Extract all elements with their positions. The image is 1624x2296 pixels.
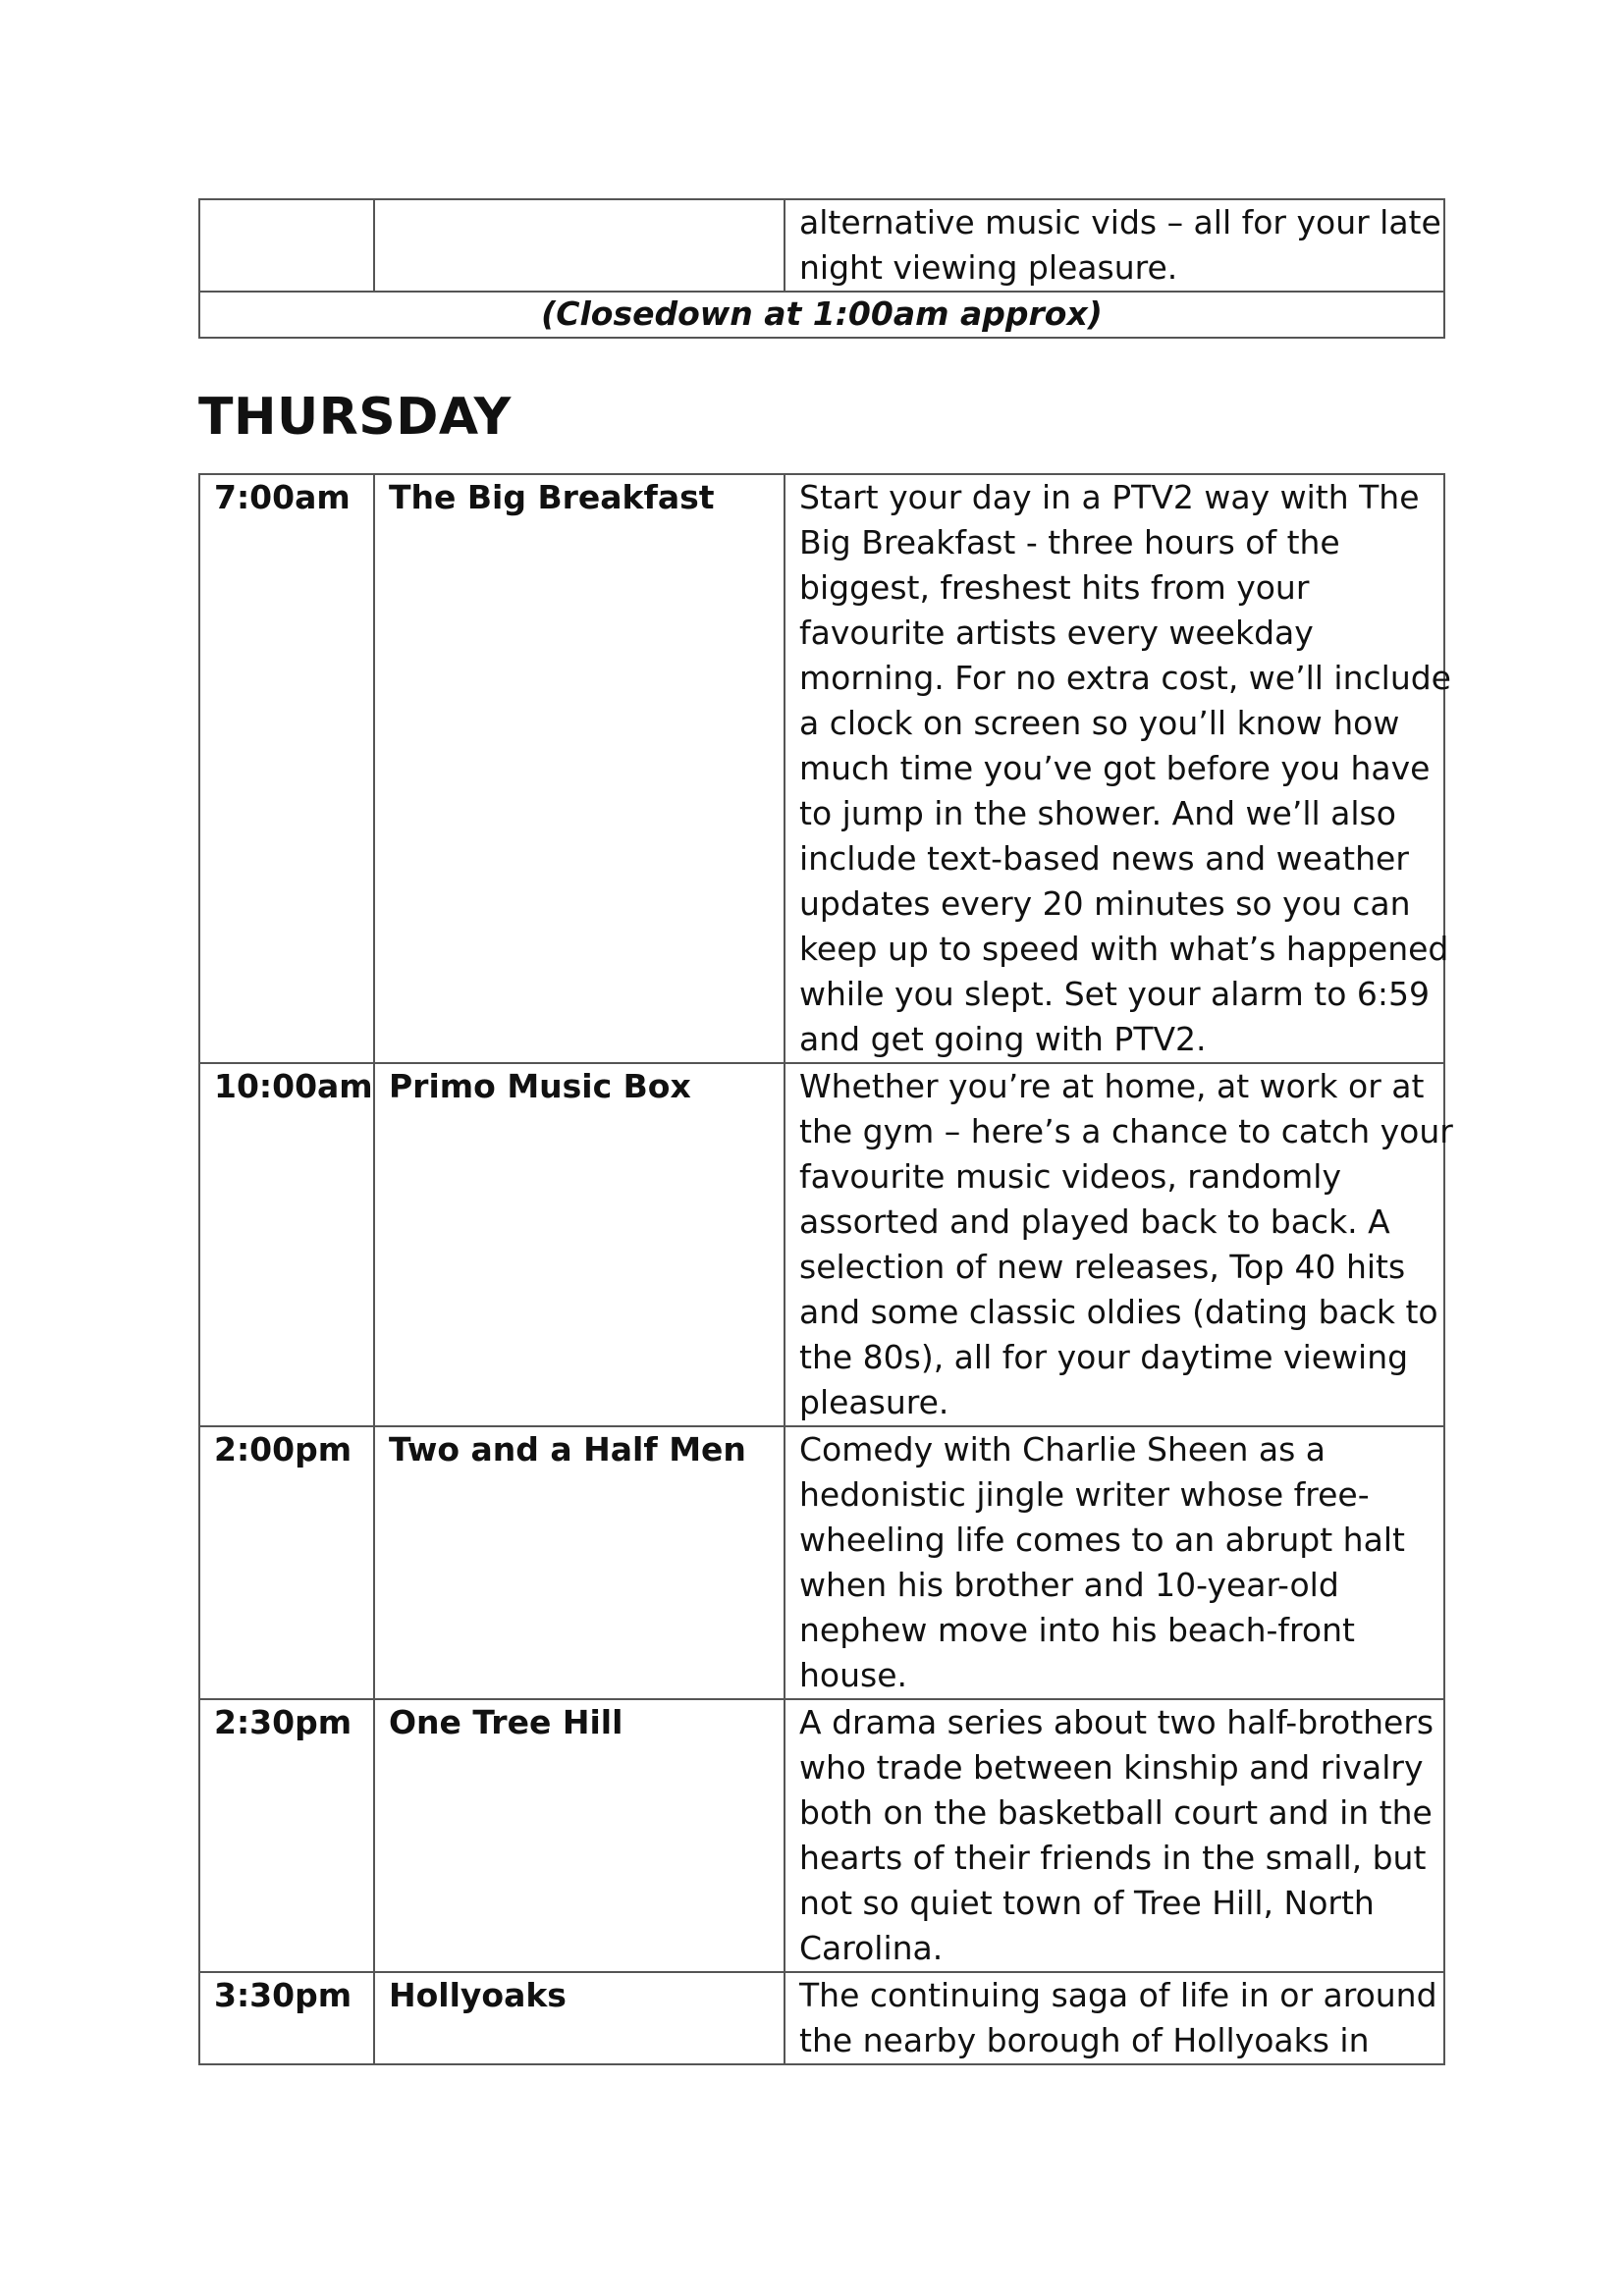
description-line: a clock on screen so you’ll know how — [799, 704, 1400, 742]
description-line: hedonistic jingle writer whose free- — [799, 1475, 1370, 1514]
description-line: when his brother and 10-year-old — [799, 1566, 1339, 1604]
description-cell — [785, 1699, 1444, 1972]
description-line: biggest, freshest hits from your — [799, 568, 1310, 607]
table-row — [199, 199, 1444, 292]
day-heading: THURSDAY — [198, 388, 512, 447]
description-line: to jump in the shower. And we’ll also — [799, 794, 1396, 832]
description-line: morning. For no extra cost, we’ll include — [799, 659, 1451, 697]
table-row — [199, 474, 1444, 1063]
program-title: The Big Breakfast — [374, 474, 785, 1063]
description-cell — [785, 199, 1444, 292]
description-line: both on the basketball court and in the — [799, 1793, 1433, 1832]
time-cell: 10:00am — [199, 1063, 374, 1426]
closedown-note: (Closedown at 1:00am approx) — [199, 292, 1444, 338]
description-line: Whether you’re at home, at work or at — [799, 1067, 1425, 1105]
description-line: The continuing saga of life in or around — [799, 1976, 1437, 2014]
description-line: favourite music videos, randomly — [799, 1157, 1341, 1196]
description-line: the gym – here’s a chance to catch your — [799, 1112, 1453, 1150]
table-row — [199, 1972, 1444, 2064]
description-line: house. — [799, 1656, 908, 1694]
description-line: the nearby borough of Hollyoaks in — [799, 2021, 1370, 2059]
program-title: Two and a Half Men — [374, 1426, 785, 1699]
description-line: not so quiet town of Tree Hill, North — [799, 1884, 1375, 1922]
description-line: updates every 20 minutes so you can — [799, 884, 1411, 923]
program-title: Primo Music Box — [374, 1063, 785, 1426]
table-row — [199, 1063, 1444, 1426]
description-line: Comedy with Charlie Sheen as a — [799, 1430, 1326, 1468]
time-cell: 7:00am — [199, 474, 374, 1063]
program-cell — [374, 199, 785, 292]
description-cell — [785, 1063, 1453, 1426]
time-cell: 2:00pm — [199, 1426, 374, 1699]
closedown-row — [199, 292, 1444, 338]
description-line: hearts of their friends in the small, but — [799, 1839, 1427, 1877]
description-line: include text-based news and weather — [799, 839, 1409, 878]
description-line: much time you’ve got before you have — [799, 749, 1431, 787]
description-line: pleasure. — [799, 1383, 949, 1421]
description-line: Carolina. — [799, 1929, 944, 1967]
description-cell — [785, 1972, 1444, 2064]
table-row — [199, 1699, 1444, 1972]
description-line: A drama series about two half-brothers — [799, 1703, 1435, 1741]
description-line: selection of new releases, Top 40 hits — [799, 1248, 1406, 1286]
program-title: Hollyoaks — [374, 1972, 785, 2064]
time-cell: 3:30pm — [199, 1972, 374, 2064]
schedule-body — [199, 474, 1453, 2064]
previous-day-table — [198, 198, 1445, 339]
description-line: and some classic oldies (dating back to — [799, 1293, 1438, 1331]
description-line: and get going with PTV2. — [799, 1020, 1207, 1058]
description-line: favourite artists every weekday — [799, 614, 1314, 652]
time-cell: 2:30pm — [199, 1699, 374, 1972]
time-cell — [199, 199, 374, 292]
description-line: Big Breakfast - three hours of the — [799, 523, 1340, 561]
description-line: wheeling life comes to an abrupt halt — [799, 1521, 1405, 1559]
description-cell — [785, 1426, 1444, 1699]
description-line: night viewing pleasure. — [799, 248, 1178, 287]
thursday-schedule-table — [198, 473, 1453, 2065]
description-line: who trade between kinship and rivalry — [799, 1748, 1424, 1787]
description-line: Start your day in a PTV2 way with The — [799, 478, 1420, 516]
description-line: nephew move into his beach-front — [799, 1611, 1355, 1649]
description-line: alternative music vids – all for your late — [799, 203, 1441, 241]
table-row — [199, 1426, 1444, 1699]
description-cell — [785, 474, 1451, 1063]
description-line: assorted and played back to back. A — [799, 1202, 1390, 1241]
description-line: keep up to speed with what’s happened — [799, 930, 1449, 968]
description-line: while you slept. Set your alarm to 6:59 — [799, 975, 1431, 1013]
program-title: One Tree Hill — [374, 1699, 785, 1972]
description-line: the 80s), all for your daytime viewing — [799, 1338, 1409, 1376]
